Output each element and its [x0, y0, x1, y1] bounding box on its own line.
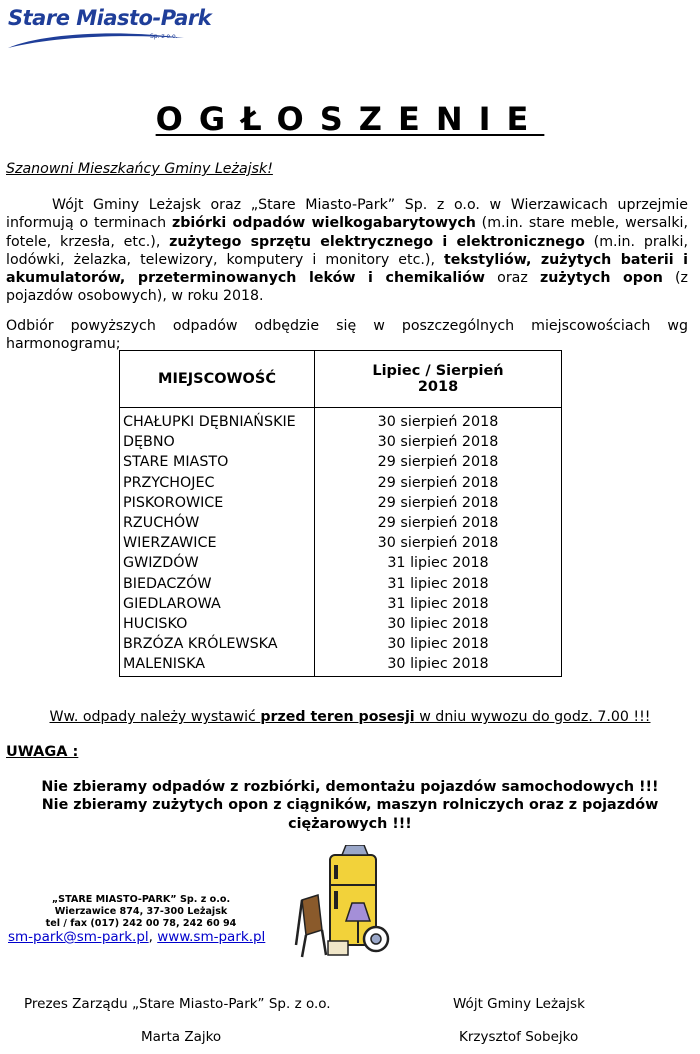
date-cell: 30 sierpień 2018 [315, 408, 562, 433]
signature-right-name: Krzysztof Sobejko [459, 1029, 579, 1045]
table-row [120, 594, 562, 614]
date-cell: 30 lipiec 2018 [315, 654, 562, 677]
schedule-intro: Odbiór powyższych odpadów odbędzie się w poszczególnych miejscowościach wg harmonogramu; [6, 318, 688, 353]
date-cell: 29 sierpień 2018 [315, 513, 562, 533]
table-row [120, 513, 562, 533]
place-cell: WIERZAWICE [120, 533, 315, 553]
table-row [120, 452, 562, 472]
date-cell: 30 sierpień 2018 [315, 533, 562, 553]
schedule-table [119, 350, 562, 677]
warning-heading: UWAGA : [6, 744, 79, 760]
date-cell: 31 lipiec 2018 [315, 594, 562, 614]
date-cell: 31 lipiec 2018 [315, 574, 562, 594]
place-cell: MALENISKA [120, 654, 315, 677]
date-cell: 30 lipiec 2018 [315, 634, 562, 654]
table-row [120, 654, 562, 677]
company-logo [6, 6, 212, 50]
warning-line-1: Nie zbieramy odpadów z rozbiórki, demontażu pojazdów samochodowych !!! [41, 779, 659, 795]
table-header-row [120, 351, 562, 408]
signature-right-title: Wójt Gminy Leżajsk [453, 996, 585, 1012]
date-cell: 29 sierpień 2018 [315, 493, 562, 513]
intro-paragraph: Wójt Gminy Leżajsk oraz „Stare Miasto-Park” Sp. z o.o. w Wierzawicach uprzejmie informują o terminach zbiórki odpadów wielkogabarytowych (m.in. stare meble, wersalki, fotele, krzesła, etc.), zużytego sprzętu elektrycznego i elektronicznego (m.in. pralki, lodówki, żelazka, telewizory, komputery i monitory etc.), tekstyliów, zużytych baterii i akumulatorów, przeterminowanych leków i chemikaliów oraz zużytych opon (z pojazdów osobowych), w roku 2018. [6, 197, 689, 305]
header-date [315, 351, 562, 408]
table-row [120, 493, 562, 513]
company-contacts: sm-park@sm-park.pl, www.sm-park.pl [8, 929, 266, 945]
date-cell: 31 lipiec 2018 [315, 553, 562, 573]
place-cell: BIEDACZÓW [120, 574, 315, 594]
place-cell: HUCISKO [120, 614, 315, 634]
signature-left-name: Marta Zajko [141, 1029, 222, 1045]
place-cell: CHAŁUPKI DĘBNIAŃSKIE [120, 408, 315, 433]
table-row [120, 408, 562, 433]
date-cell: 29 sierpień 2018 [315, 452, 562, 472]
header-date-line1: Lipiec / Sierpień [372, 363, 504, 379]
table-row [120, 533, 562, 553]
table-row [120, 574, 562, 594]
table-row [120, 614, 562, 634]
place-cell: RZUCHÓW [120, 513, 315, 533]
place-cell: BRZÓZA KRÓLEWSKA [120, 634, 315, 654]
date-cell: 29 sierpień 2018 [315, 473, 562, 493]
place-cell: DĘBNO [120, 432, 315, 452]
logo-subtext: Sp. z o.o. [150, 33, 178, 40]
header-place: MIEJSCOWOŚĆ [120, 351, 315, 408]
table-row [120, 432, 562, 452]
greeting: Szanowni Mieszkańcy Gminy Leżajsk! [6, 161, 273, 177]
placement-notice: Ww. odpady należy wystawić przed teren posesji w dniu wywozu do godz. 7.00 !!! [49, 709, 651, 725]
place-cell: GWIZDÓW [120, 553, 315, 573]
email-link[interactable]: sm-park@sm-park.pl [8, 929, 149, 945]
date-cell: 30 sierpień 2018 [315, 432, 562, 452]
table-row [120, 553, 562, 573]
website-link[interactable]: www.sm-park.pl [157, 929, 266, 945]
table-row [120, 634, 562, 654]
signature-left-title: Prezes Zarządu „Stare Miasto-Park” Sp. z o.o. [24, 996, 331, 1012]
table-row [120, 473, 562, 493]
place-cell: PRZYCHOJEC [120, 473, 315, 493]
place-cell: STARE MIASTO [120, 452, 315, 472]
logo-text: Stare Miasto-Park [8, 6, 212, 30]
company-info [0, 894, 282, 930]
date-cell: 30 lipiec 2018 [315, 614, 562, 634]
fridge-and-furniture-icon [292, 845, 392, 960]
warning-line-2: Nie zbieramy zużytych opon z ciągników, maszyn rolniczych oraz z pojazdów ciężarowych !!! [41, 797, 659, 832]
place-cell: GIEDLAROWA [120, 594, 315, 614]
place-cell: PISKOROWICE [120, 493, 315, 513]
page-title: OGŁOSZENIE [155, 100, 545, 138]
company-address: Wierzawice 874, 37-300 Leżajsk [54, 906, 228, 917]
company-name: „STARE MIASTO-PARK” Sp. z o.o. [51, 894, 231, 905]
header-date-line2: 2018 [417, 379, 459, 395]
company-phone: tel / fax (017) 242 00 78, 242 60 94 [45, 918, 237, 929]
